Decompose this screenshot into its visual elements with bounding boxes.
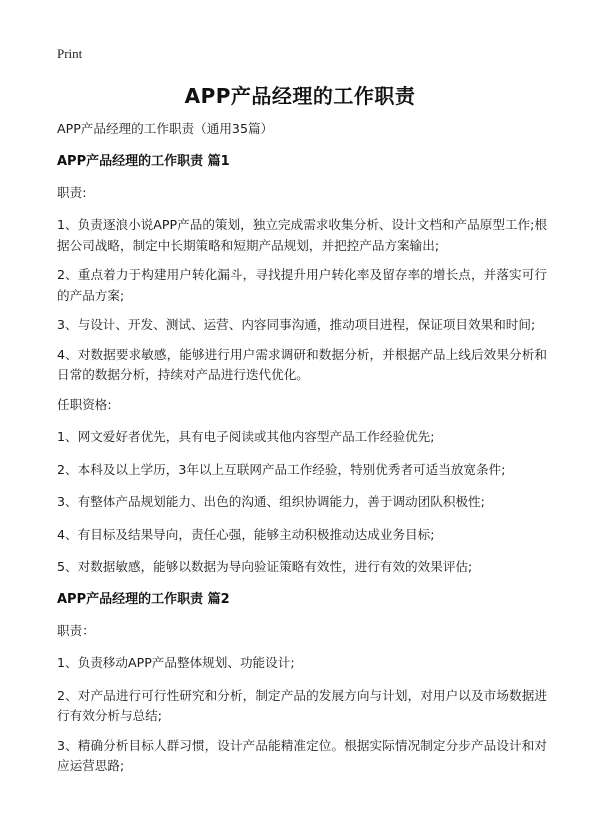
duties-label: 职责:: [57, 184, 87, 200]
document-title: APP产品经理的工作职责: [184, 84, 416, 108]
qualification-item: 4、有目标及结果导向，责任心强，能够主动积极推动达成业务目标;: [57, 526, 435, 542]
duty-item: 3、精确分析目标人群习惯，设计产品能精准定位。根据实际情况制定分步产品设计和对应运营思路;: [57, 737, 547, 773]
qualification-item: 1、网文爱好者优先，具有电子阅读或其他内容型产品工作经验优先;: [57, 429, 435, 444]
duty-item: 1、负责逐浪小说APP产品的策划，独立完成需求收集分析、设计文档和产品原型工作;根据公司战略，制定中长期策略和短期产品规划，并把控产品方案输出;: [57, 217, 547, 253]
section-heading: APP产品经理的工作职责 篇2: [57, 591, 230, 607]
duties-label: 职责：: [57, 622, 95, 638]
qualification-item: 3、有整体产品规划能力、出色的沟通、组织协调能力，善于调动团队积极性;: [57, 494, 485, 509]
document-body: [57, 119, 547, 786]
qualification-item: 5、对数据敏感，能够以数据为导向验证策略有效性，进行有效的效果评估;: [57, 559, 473, 574]
duty-item: 2、重点着力于构建用户转化漏斗，寻找提升用户转化率及留存率的增长点，并落实可行的产品方案;: [57, 267, 547, 303]
qualification-item: 2、本科及以上学历，3年以上互联网产品工作经验，特别优秀者可适当放宽条件;: [57, 461, 506, 477]
intro-text: APP产品经理的工作职责（通用35篇）: [57, 121, 274, 136]
section-heading: APP产品经理的工作职责 篇1: [57, 153, 230, 169]
qualifications-label: 任职资格:: [57, 396, 112, 412]
print-label: Print: [57, 46, 83, 61]
duty-item: 2、对产品进行可行性研究和分析，制定产品的发展方向与计划，对用户以及市场数据进行有效分析与总结;: [57, 687, 547, 723]
duty-item: 3、与设计、开发、测试、运营、内容同事沟通，推动项目进程，保证项目效果和时间;: [57, 317, 536, 332]
duty-item: 4、对数据要求敏感，能够进行用户需求调研和数据分析，并根据产品上线后效果分析和日常的数据分析，持续对产品进行迭代优化。: [57, 346, 547, 382]
duty-item: 1、负责移动APP产品整体规划、功能设计;: [57, 655, 295, 670]
